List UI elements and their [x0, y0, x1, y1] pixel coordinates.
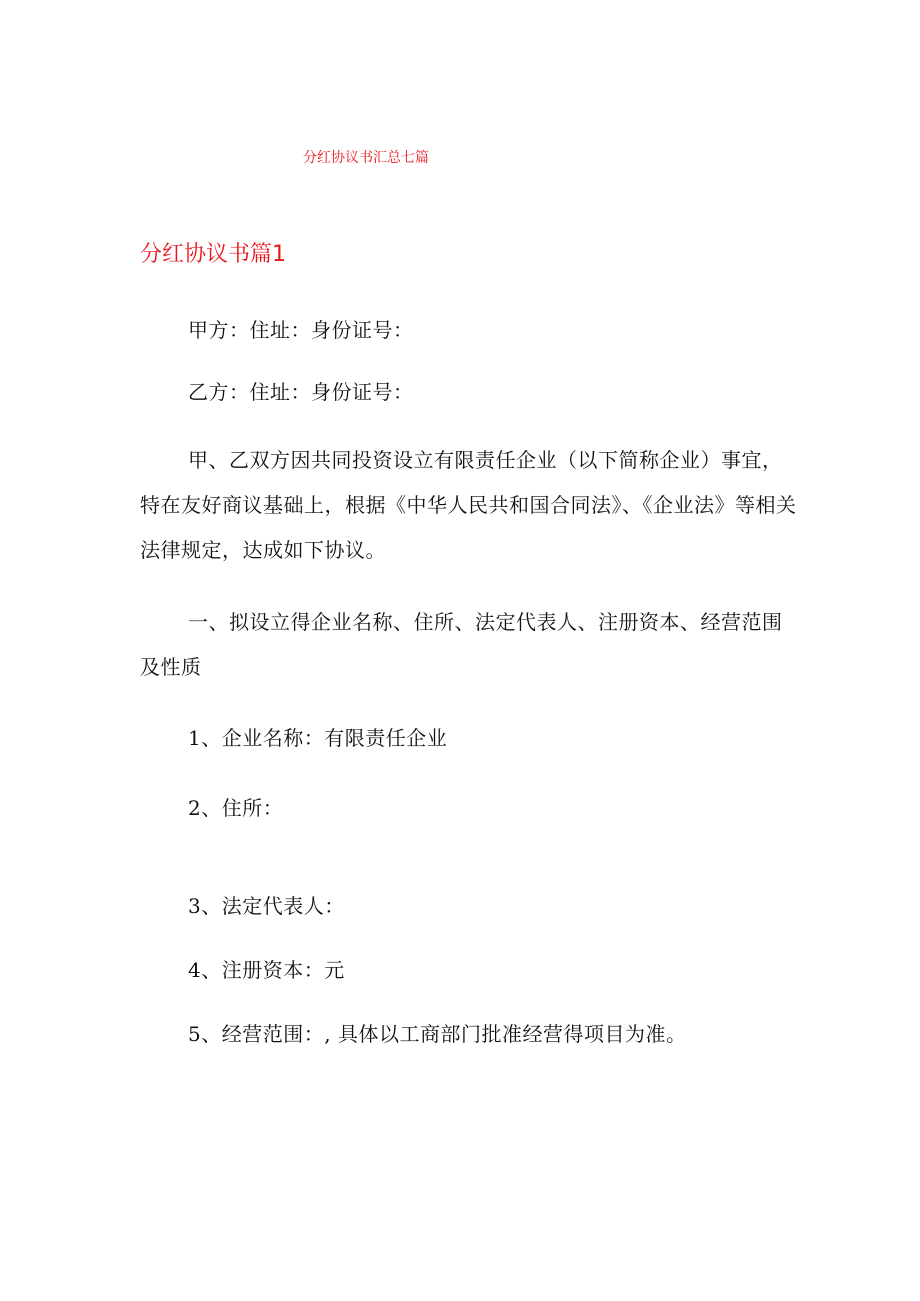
item-legal-representative: 3、法定代表人： — [188, 894, 345, 918]
intro-paragraph: 甲、乙双方因共同投资设立有限责任企业（以下简称企业）事宜，特在友好商议基础上，根据《中华人民共和国合同法》、《企业法》等相关法律规定，达成如下协议。 — [140, 448, 797, 562]
section-heading: 分红协议书篇1 — [140, 242, 286, 267]
item-address: 2、住所： — [188, 796, 284, 820]
clause-one: 一、拟设立得企业名称、住所、法定代表人、注册资本、经营范围及性质 — [140, 610, 783, 679]
party-b-line: 乙方：住址：身份证号： — [188, 380, 414, 404]
item-business-scope: 5、经营范围：, 具体以工商部门批准经营得项目为准。 — [188, 1022, 687, 1046]
party-a-line: 甲方：住址：身份证号： — [188, 318, 414, 342]
item-company-name: 1、企业名称：有限责任企业 — [188, 726, 448, 750]
document-title: 分红协议书汇总七篇 — [303, 150, 429, 166]
item-registered-capital: 4、注册资本：元 — [188, 958, 345, 982]
